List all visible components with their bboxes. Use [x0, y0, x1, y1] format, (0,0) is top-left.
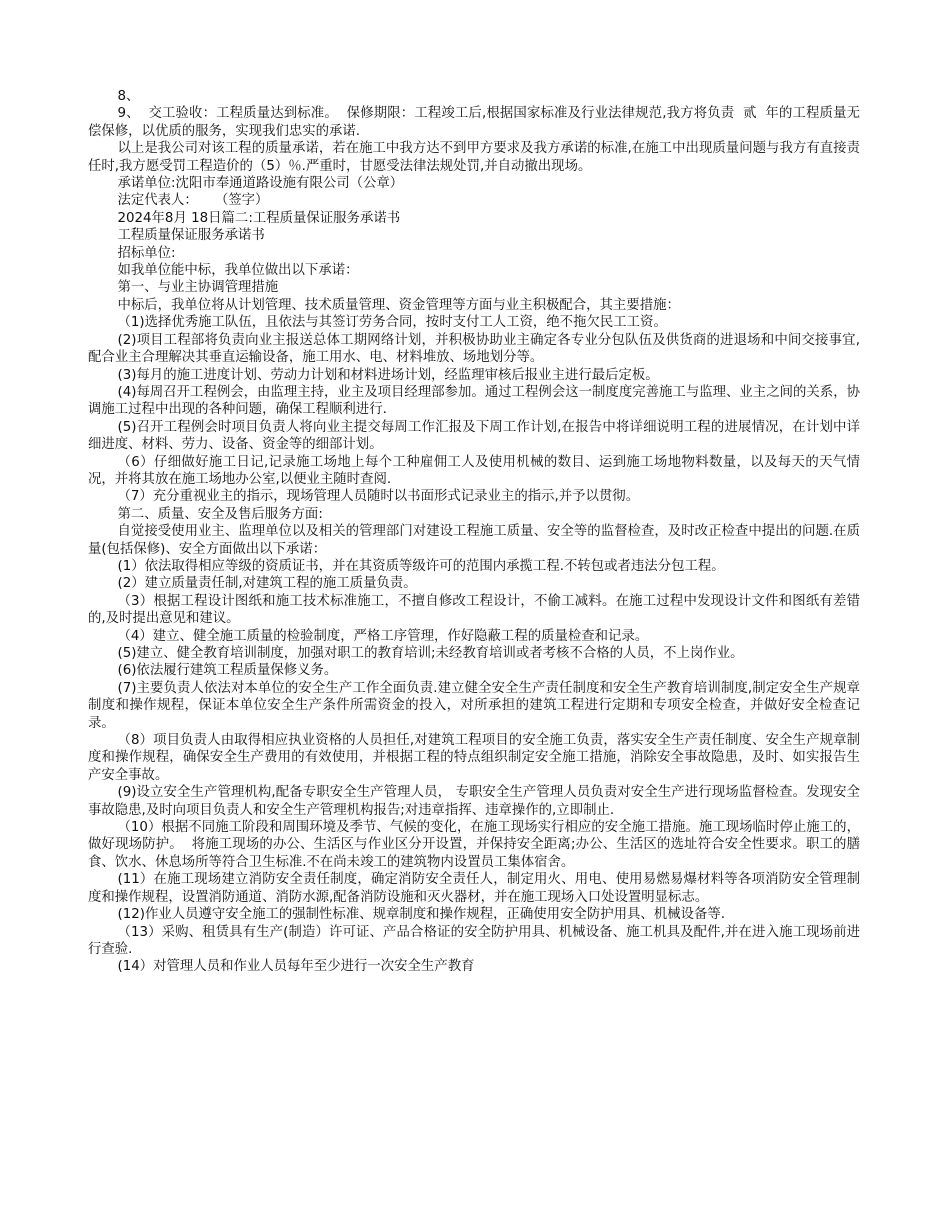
paragraph-section-two-intro: 自觉接受使用业主、监理单位以及相关的管理部门对建设工程施工质量、安全等的监督检查，及时改正检查中提出的问题.在质量(包括保修)、安全方面做出以下承诺：: [88, 524, 860, 557]
list-item-1-3: (3)每月的施工进度计划、劳动力计划和材料进场计划，经监理审核后报业主进行最后定板。: [117, 367, 659, 383]
list-item-2-1: (1）依法取得相应等级的资质证书，并在其资质等级许可的范围内承揽工程.不转包或者违法分包工程。: [117, 558, 725, 574]
paragraph-tendering-unit: 招标单位:: [117, 245, 176, 261]
list-item-2-6: (6)依法履行建筑工程质量保修义务。: [117, 663, 338, 679]
list-item-1-4: (4)每周召开工程例会，由监理主持，业主及项目经理部参加。通过工程例会这一制度度完善施工与监理、业主之间的关系，协调施工过程中出现的各种问题，确保工程顺利进行.: [88, 384, 860, 418]
paragraph-legal-representative: 法定代表人： （签字）: [117, 193, 269, 209]
list-item-2-3: （3）根据工程设计图纸和施工技术标准施工，不擅自修改工程设计，不偷工减料。在施工过程中发现设计文件和图纸有差错的,及时提出意见和建议。: [88, 593, 860, 627]
list-item-2-10: （10）根据不同施工阶段和周围环境及季节、气候的变化，在施工现场实行相应的安全施工措施。施工现场临时停止施工的，做好现场防护。 将施工现场的办公、生活区与作业区分开设置，并保持安全距离;办公、生活区的选址符合安全性要求。职工的膳食、饮水、休息场所等符合卫生标准.不在尚未竣工的建筑物内设置员工集体宿舍。: [88, 820, 860, 870]
list-item-2-5: (5)建立、健全教育培训制度，加强对职工的教育培训;未经教育培训或者考核不合格的人员，不上岗作业。: [117, 646, 744, 661]
section-heading-two: 第二、质量、安全及售后服务方面:: [117, 506, 323, 522]
list-item-1-6: （6）仔细做好施工日记,记录施工场地上每个工种雇佣工人及使用机械的数目、运到施工场地物料数量，以及每天的天气情况，并将其放在施工场地办公室,以便业主随时查阅.: [88, 454, 860, 487]
paragraph-quality-commitment: 以上是我公司对该工程的质量承诺，若在施工中我方达不到甲方要求及我方承诺的标准,在施工中出现质量问题与我方有直接责任时,我方愿受罚工程造价的（5）％.严重时，甘愿受法律法规处罚,并自动撤出现场。: [88, 141, 860, 174]
paragraph-acceptance-warranty: 9、 交工验收：工程质量达到标准。 保修期限：工程竣工后,根据国家标准及行业法律规范,我方将负责 贰 年的工程质量无偿保修，以优质的服务，实现我们忠实的承诺.: [88, 106, 860, 139]
list-item-2-2: (2）建立质量责任制,对建筑工程的施工质量负责。: [117, 576, 417, 592]
paragraph-commitment-intro: 如我单位能中标，我单位做出以下承诺：: [117, 263, 359, 279]
section-heading-one: 第一、与业主协调管理措施: [117, 280, 279, 296]
paragraph-date-and-section-two: 2024年8月 18日篇二:工程质量保证服务承诺书: [117, 210, 401, 226]
list-item-2-8: （8）项目负责人由取得相应执业资格的人员担任,对建筑工程项目的安全施工负责，落实安全生产责任制度、安全生产规章制度和操作规程，确保安全生产费用的有效使用，并根据工程的特点组织制定安全施工措施，消除安全事故隐患，及时、如实报告生产安全事故。: [88, 733, 860, 783]
paragraph-item-8: 8、: [117, 89, 140, 104]
list-item-2-13: （13）采购、租赁具有生产(制造）许可证、产品合格证的安全防护用具、机械设备、施工机具及配件,并在进入施工现场前进行查验.: [88, 924, 860, 957]
list-item-2-14: (14）对管理人员和作业人员每年至少进行一次安全生产教育: [117, 959, 475, 975]
list-item-1-1: （1)选择优秀施工队伍，且依法与其签订劳务合同，按时支付工人工资，绝不拖欠民工工资。: [117, 315, 667, 331]
list-item-2-9: (9)设立安全生产管理机构,配备专职安全生产管理人员， 专职安全生产管理人员负责对安全生产进行现场监督检查。发现安全事故隐患,及时向项目负责人和安全生产管理机构报告;对违章指挥、违章操作的,立即制止.: [88, 785, 860, 818]
list-item-2-7: (7)主要负责人依法对本单位的安全生产工作全面负责.建立健全安全生产责任制度和安全生产教育培训制度,制定安全生产规章制度和操作规程，保证本单位安全生产条件所需资金的投入，对所承担的建筑工程进行定期和专项安全检查，并做好安全检查记录。: [88, 680, 860, 731]
document-title: 工程质量保证服务承诺书: [117, 228, 265, 244]
list-item-1-7: （7）充分重视业主的指示，现场管理人员随时以书面形式记录业主的指示,并予以贯彻。: [117, 489, 640, 505]
list-item-1-2: (2)项目工程部将负责向业主报送总体工期网络计划，并积极协助业主确定各专业分包队伍及供货商的进退场和中间交接事宜,配合业主合理解决其垂直运输设备，施工用水、电、材料堆放、场地划分等。: [88, 332, 860, 366]
list-item-1-5: (5)召开工程例会时项目负责人将向业主提交每周工作汇报及下周工作计划,在报告中将详细说明工程的进展情况，在计划中详细进度、材料、劳力、设备、资金等的细部计划。: [88, 419, 860, 453]
document-body: [88, 88, 860, 976]
list-item-2-4: （4）建立、健全施工质量的检验制度，严格工序管理，作好隐蔽工程的质量检查和记录。: [117, 628, 649, 644]
list-item-2-12: (12)作业人员遵守安全施工的强制性标准、规章制度和操作规程，正确使用安全防护用具、机械设备等.: [117, 907, 726, 923]
list-item-2-11: (11）在施工现场建立消防安全责任制度，确定消防安全责任人，制定用火、用电、使用易燃易爆材料等各项消防安全管理制度和操作规程，设置消防通道、消防水源,配备消防设施和灭火器材，并在施工现场入口处设置明显标志。: [88, 872, 860, 905]
paragraph-section-one-intro: 中标后，我单位将从计划管理、技术质量管理、资金管理等方面与业主积极配合，其主要措施：: [117, 297, 680, 313]
paragraph-committing-unit: 承诺单位:沈阳市奉通道路设施有限公司（公章）: [117, 176, 404, 192]
